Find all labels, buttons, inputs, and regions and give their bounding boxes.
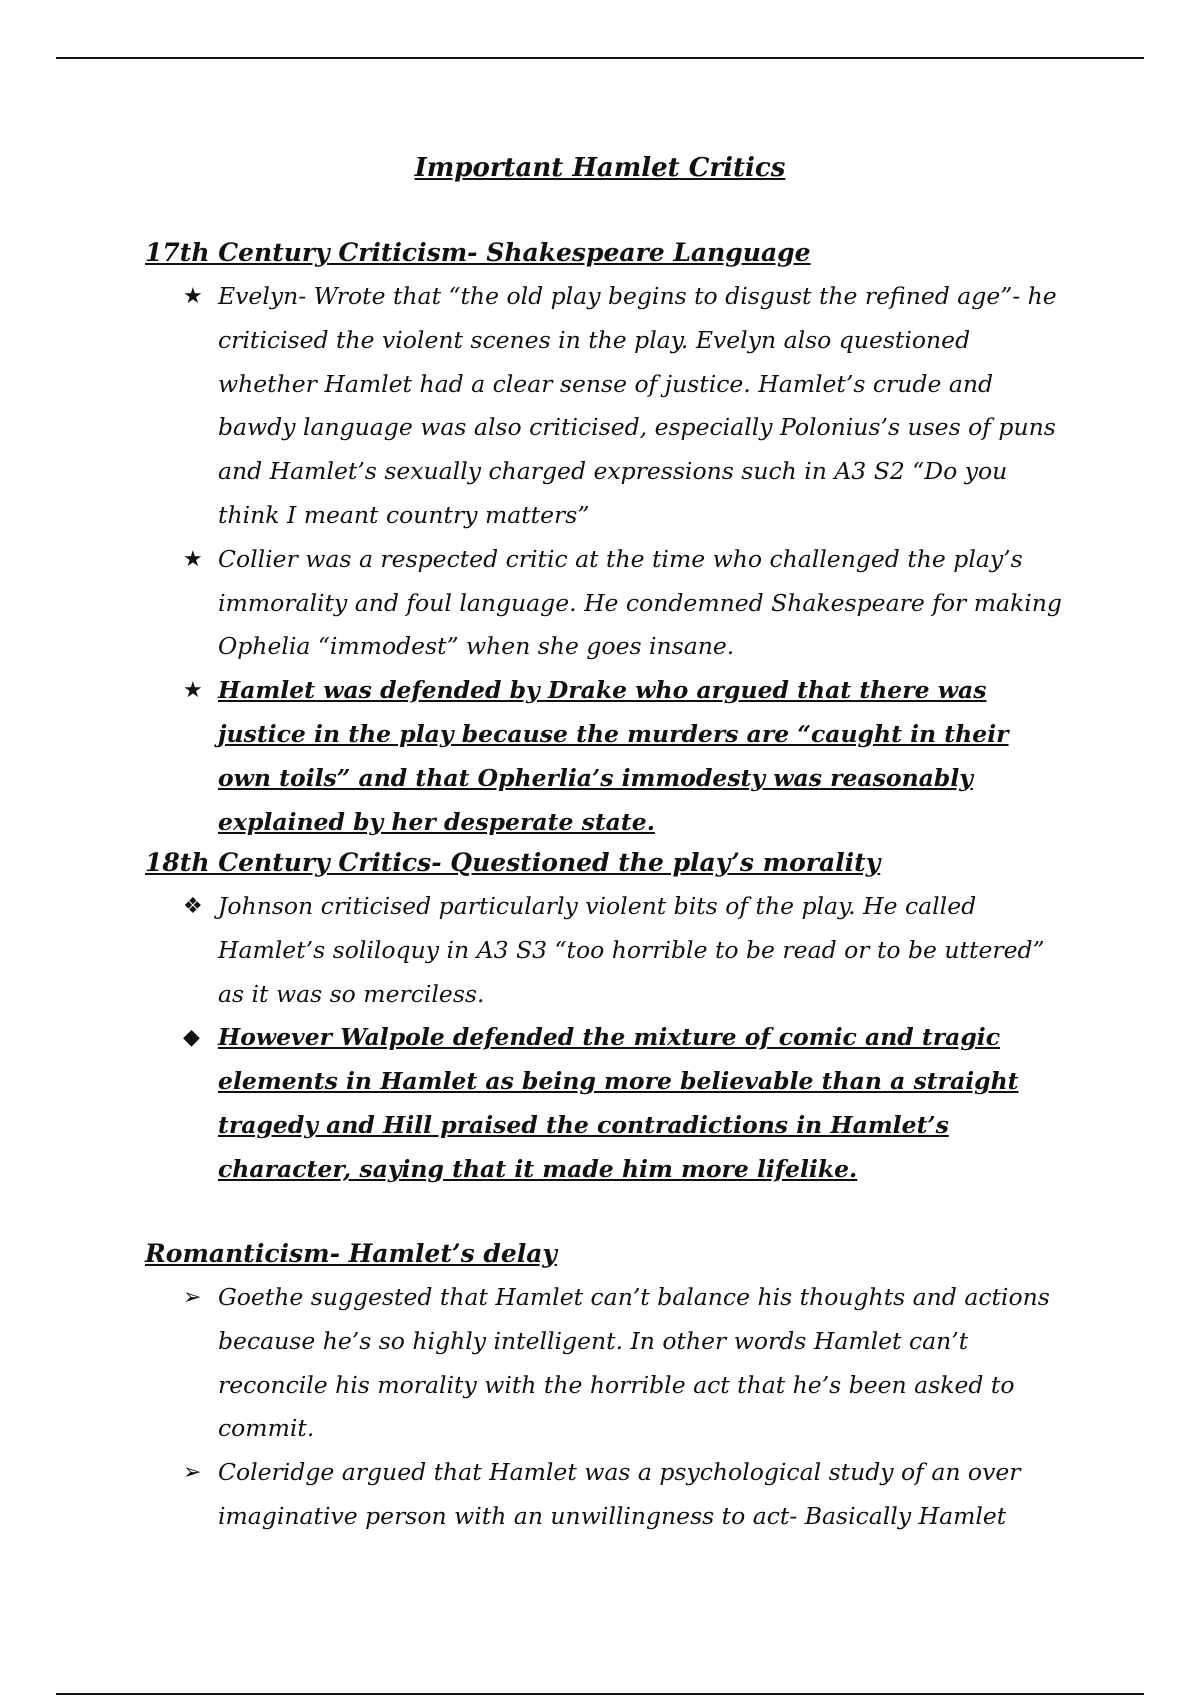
list-item xyxy=(145,1016,1065,1191)
star-icon: ★ xyxy=(183,678,203,704)
section-18th-century xyxy=(145,841,1065,1192)
list-item-text: However Walpole defended the mixture of comic and tragic elements in Hamlet as being more believable than a straight tragedy and Hill praised the contradictions in Hamlet’s character, saying that it made him more lifelike. xyxy=(218,1023,1019,1183)
diamond-icon: ◆ xyxy=(183,1025,200,1051)
bullet-list xyxy=(145,1276,1065,1539)
list-item xyxy=(145,275,1065,538)
list-item-text: Hamlet was defended by Drake who argued that there was justice in the play because the murders are “caught in their own toils” and that Opherlia’s immodesty was reasonably explained by her desperate state. xyxy=(218,676,1009,836)
arrow-icon: ➢ xyxy=(183,1460,202,1486)
list-item-text: Evelyn- Wrote that “the old play begins to disgust the refined age”- he criticised the violent scenes in the play. Evelyn also questioned whether Hamlet had a clear sense of justice. Hamlet’s crude and bawdy language was also criticised, especially Polonius’s uses of puns and Hamlet’s sexually charged expressions such in A3 S2 “Do you think I meant country matters” xyxy=(218,282,1057,529)
bullet-list xyxy=(145,885,1065,1192)
list-item-text: Goethe suggested that Hamlet can’t balance his thoughts and actions because he’s so highly intelligent. In other words Hamlet can’t reconcile his morality with the horrible act that he’s been asked to commit. xyxy=(218,1283,1050,1443)
arrow-icon: ➢ xyxy=(183,1285,202,1310)
section-romanticism xyxy=(145,1232,1065,1539)
page-title: Important Hamlet Critics xyxy=(414,153,786,183)
star-icon: ★ xyxy=(183,546,203,572)
section-heading: Romanticism- Hamlet’s delay xyxy=(145,1239,557,1268)
list-item xyxy=(145,1451,1065,1539)
section-heading: 18th Century Critics- Questioned the play’s morality xyxy=(145,848,881,877)
diamond-cluster-icon: ❖ xyxy=(183,894,203,919)
bullet-list xyxy=(145,275,1065,844)
section-17th-century xyxy=(145,231,1065,844)
bottom-rule xyxy=(56,1693,1144,1695)
list-item xyxy=(145,538,1065,669)
list-item-text: Collier was a respected critic at the time who challenged the play’s immorality and foul language. He condemned Shakespeare for making Ophelia “immodest” when she goes insane. xyxy=(218,544,1062,661)
star-icon: ★ xyxy=(183,284,203,309)
section-heading: 17th Century Criticism- Shakespeare Language xyxy=(145,238,811,267)
list-item-text: Coleridge argued that Hamlet was a psychological study of an over imaginative person with an unwillingness to act- Basically Hamlet xyxy=(218,1458,1021,1530)
top-rule xyxy=(56,57,1144,59)
list-item xyxy=(145,885,1065,1016)
list-item-text: Johnson criticised particularly violent bits of the play. He called Hamlet’s soliloquy in A3 S3 “too horrible to be read or to be uttered” as it was so merciless. xyxy=(218,892,1045,1008)
list-item xyxy=(145,669,1065,844)
list-item xyxy=(145,1276,1065,1451)
